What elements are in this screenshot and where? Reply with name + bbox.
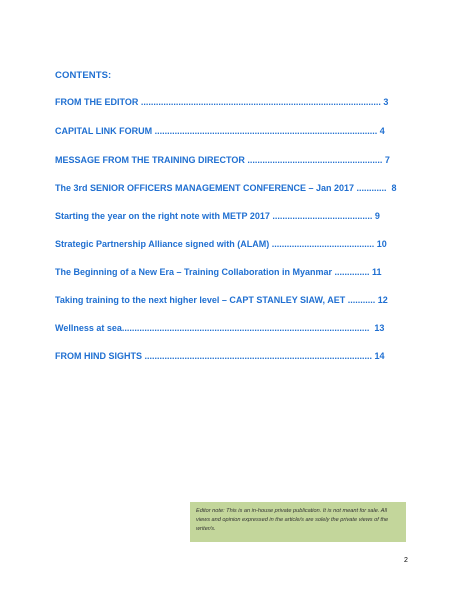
- toc-entry-from-the-editor[interactable]: FROM THE EDITOR ................................................................................................ 3: [55, 97, 389, 107]
- page-number: 2: [404, 557, 408, 564]
- toc-entry-senior-officers-conference[interactable]: The 3rd SENIOR OFFICERS MANAGEMENT CONFERENCE – Jan 2017 ............ 8: [55, 183, 397, 193]
- toc-entry-capt-stanley-siaw[interactable]: Taking training to the next higher level – CAPT STANLEY SIAW, AET ........... 12: [55, 295, 388, 305]
- editor-note-box: [190, 502, 406, 542]
- contents-heading: CONTENTS:: [55, 70, 112, 81]
- toc-entry-wellness-at-sea[interactable]: Wellness at sea................................................................................................... 13: [55, 323, 385, 333]
- toc-entry-myanmar-collaboration[interactable]: The Beginning of a New Era – Training Collaboration in Myanmar .............. 11: [55, 267, 382, 277]
- toc-entry-capital-link-forum[interactable]: CAPITAL LINK FORUM ......................................................................................... 4: [55, 126, 385, 136]
- toc-entry-metp-2017[interactable]: Starting the year on the right note with METP 2017 ........................................ 9: [55, 211, 380, 221]
- toc-entry-training-director-message[interactable]: MESSAGE FROM THE TRAINING DIRECTOR ...................................................... 7: [55, 155, 390, 165]
- toc-entry-from-hind-sights[interactable]: FROM HIND SIGHTS ........................................................................................... 14: [55, 351, 385, 361]
- editor-note-text: Editor note: This is an in-house private publication. It is not meant for sale. All views and opinion expressed in the article/s are solely the private views of the writer/s.: [196, 508, 389, 532]
- toc-entry-alam-partnership[interactable]: Strategic Partnership Alliance signed with (ALAM) ......................................... 10: [55, 239, 387, 249]
